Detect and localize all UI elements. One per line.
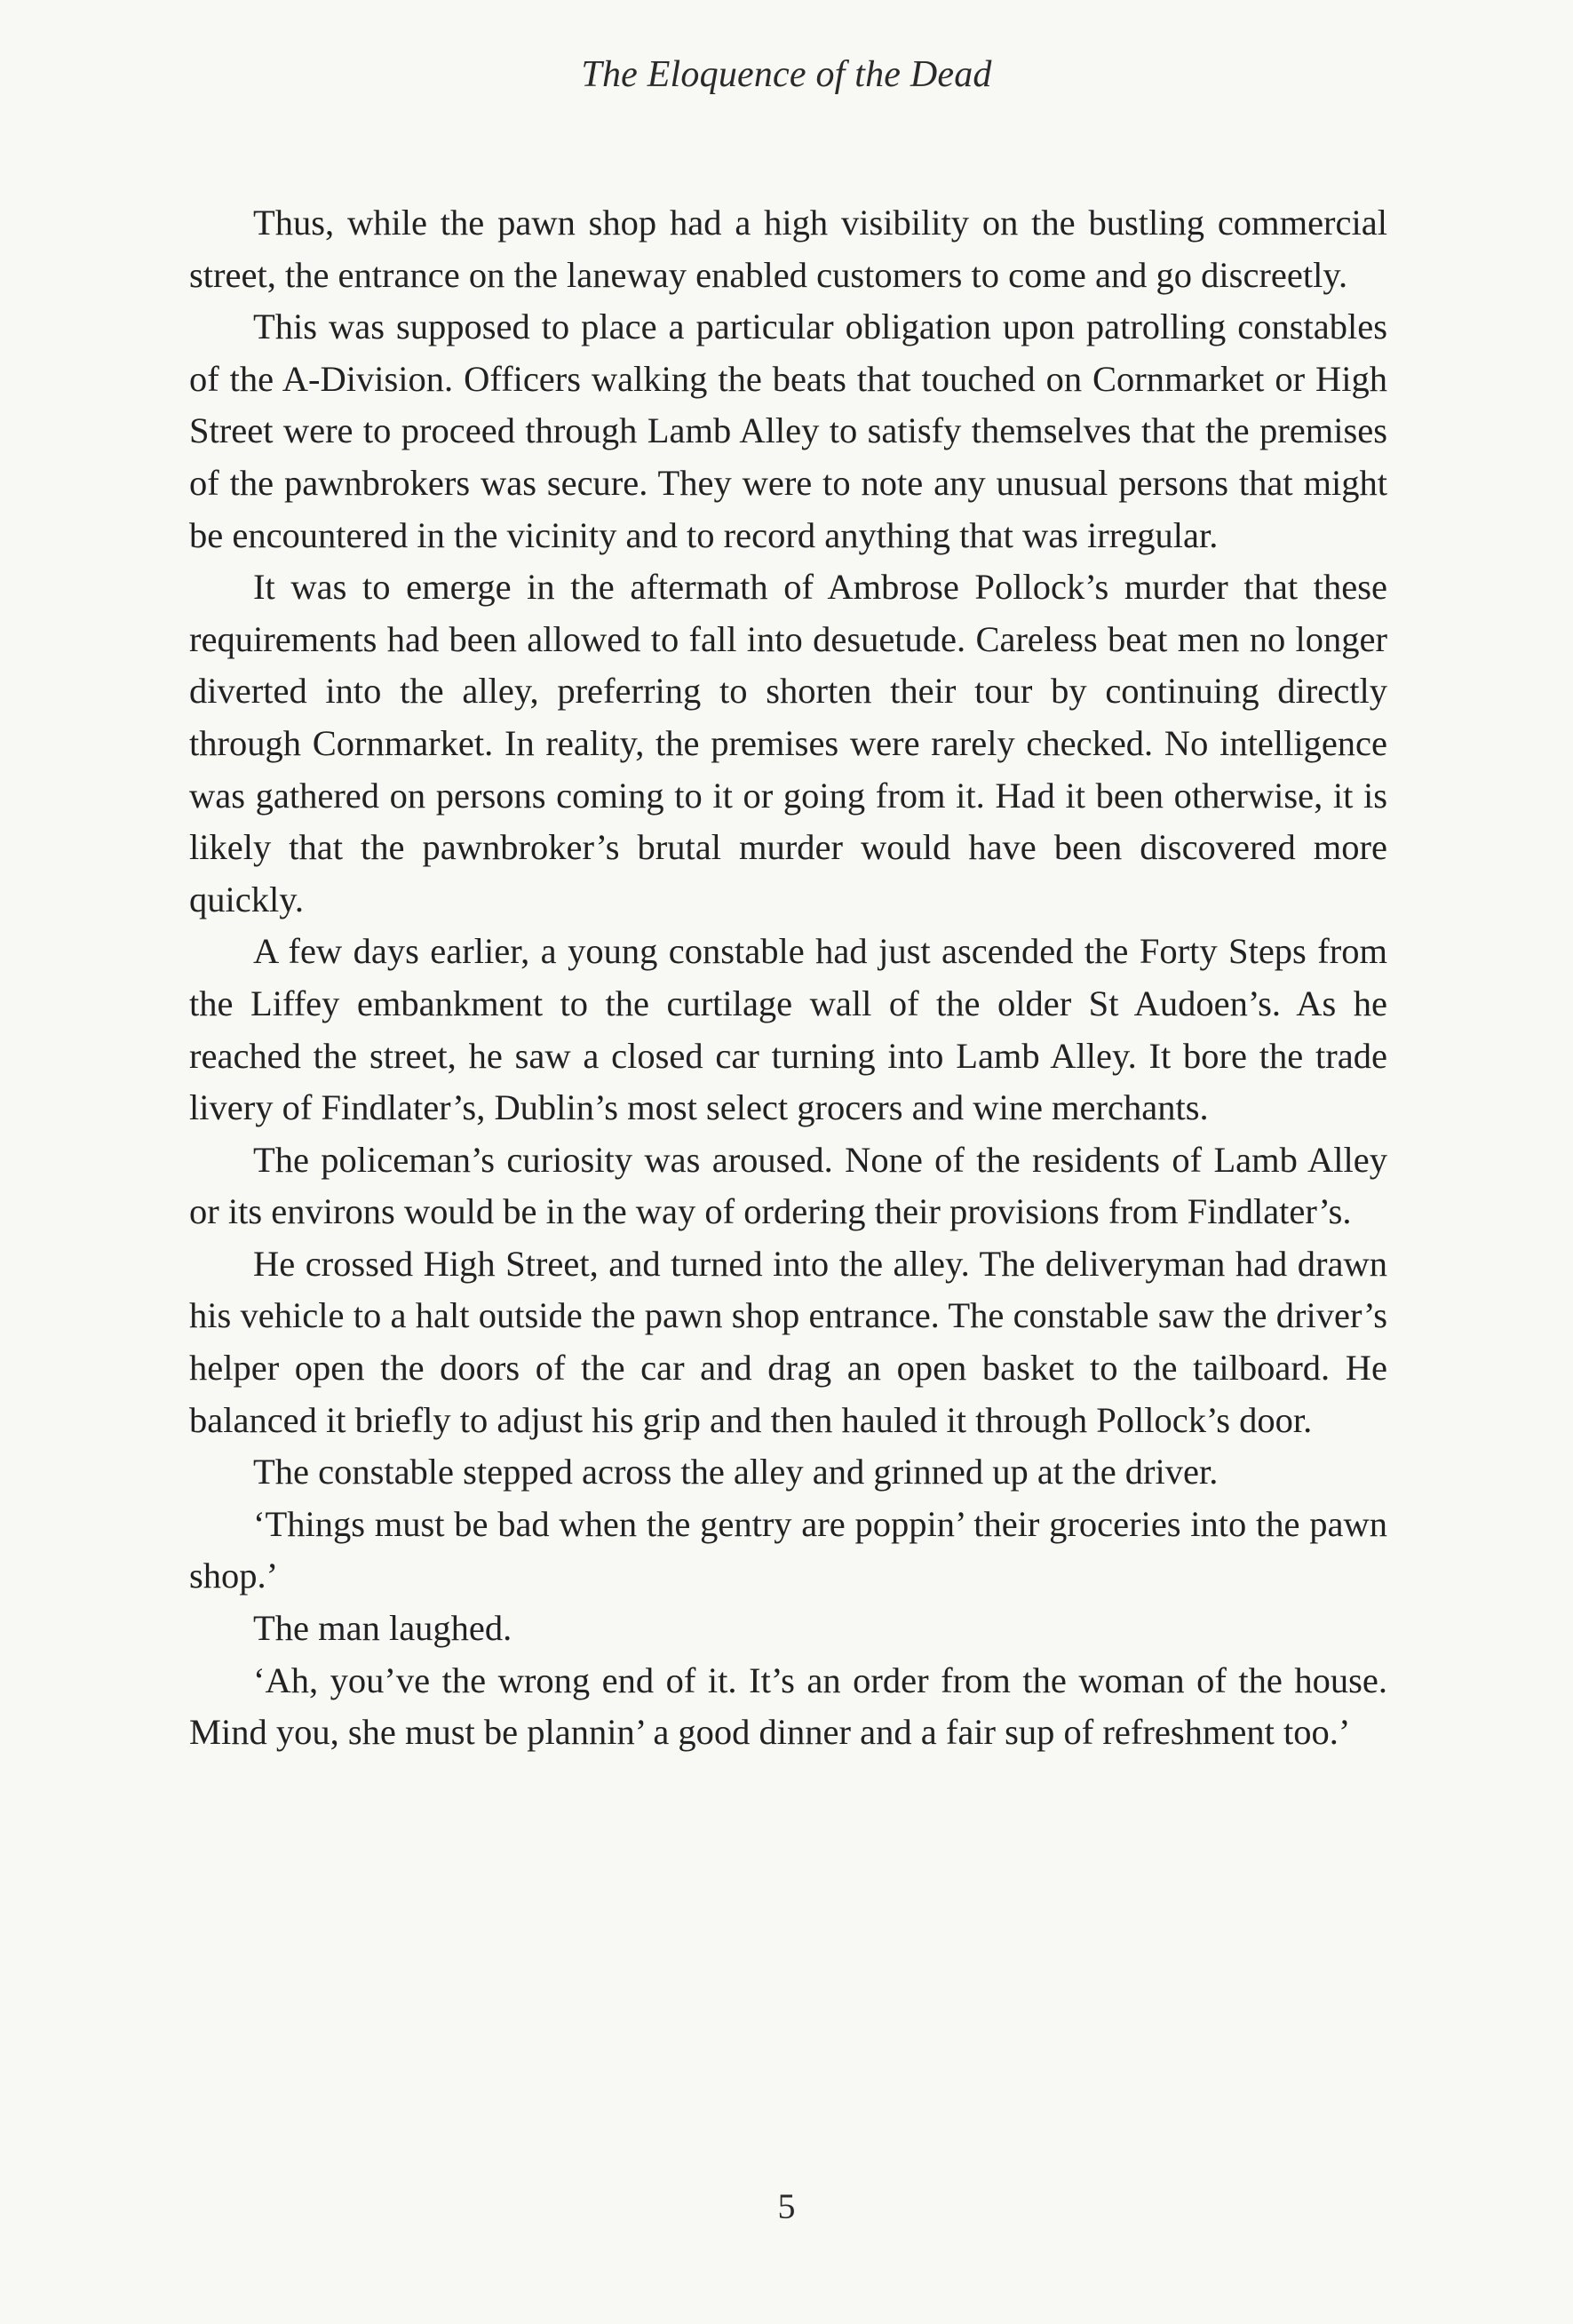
paragraph: ‘Things must be bad when the gentry are poppin’ their groceries into the pawn shop.’ — [189, 1503, 1387, 1596]
paragraph: The policeman’s curiosity was aroused. None of the residents of Lamb Alley or its environs would be in the way of ordering their provisions from Findlater’s. — [189, 1139, 1387, 1232]
body-text — [189, 197, 1387, 1759]
paragraph: Thus, while the pawn shop had a high visibility on the bustling commercial street, the entrance on the laneway enabled customers to come and go discreetly. — [189, 203, 1387, 295]
paragraph: It was to emerge in the aftermath of Ambrose Pollock’s murder that these requirements had been allowed to fall into desuetude. Careless beat men no longer diverted into the alley, preferring to shorten their tour by continuing directly through Cornmarket. In reality, the premises were rarely checked. No intelligence was gathered on persons coming to it or going from it. Had it been otherwise, it is likely that the pawnbroker’s brutal murder would have been discovered more quickly. — [189, 567, 1387, 919]
paragraph: This was supposed to place a particular obligation upon patrolling constables of the A-Division. Officers walking the beats that touched on Cornmarket or High Street were to proceed through Lamb Alley to satisfy themselves that the premises of the pawnbrokers was secure. They were to note any unusual persons that might be encountered in the vicinity and to record anything that was irregular. — [189, 306, 1387, 555]
running-head: The Eloquence of the Dead — [581, 54, 992, 95]
page-number: 5 — [777, 2186, 796, 2226]
paragraph: A few days earlier, a young constable had just ascended the Forty Steps from the Liffey embankment to the curtilage wall of the older St Audoen’s. As he reached the street, he saw a closed car turning into Lamb Alley. It bore the trade livery of Findlater’s, Dublin’s most select grocers and wine merchants. — [189, 931, 1387, 1128]
paragraph: The constable stepped across the alley and grinned up at the driver. — [253, 1452, 1219, 1492]
paragraph: The man laughed. — [253, 1608, 512, 1649]
paragraph: ‘Ah, you’ve the wrong end of it. It’s an order from the woman of the house. Mind you, she must be plannin’ a good dinner and a fair sup of refreshment too.’ — [189, 1659, 1387, 1753]
paragraph: He crossed High Street, and turned into the alley. The deliveryman had drawn his vehicle to a halt outside the pawn shop entrance. The constable saw the driver’s helper open the doors of the car and drag an open basket to the tailboard. He balanced it briefly to adjust his grip and then hauled it through Pollock’s door. — [189, 1243, 1387, 1440]
